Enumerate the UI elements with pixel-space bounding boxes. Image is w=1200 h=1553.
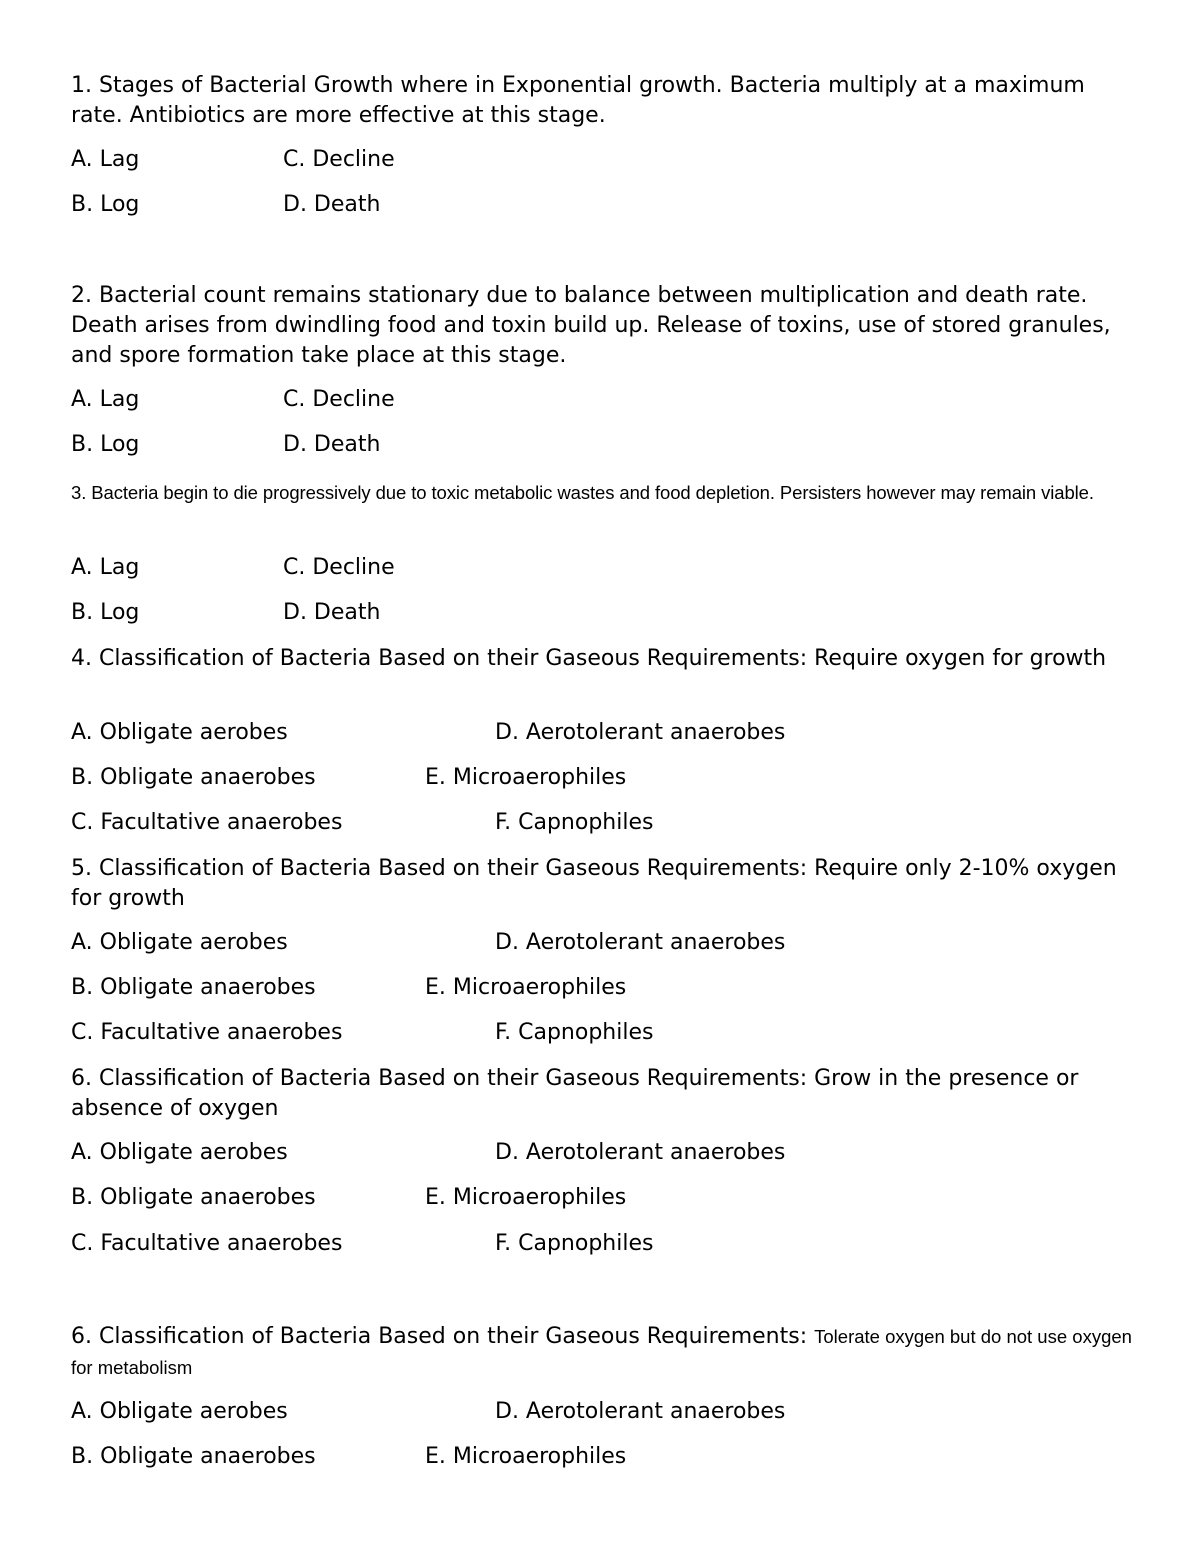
question-3-option-c: C. Decline bbox=[283, 555, 395, 580]
question-4-option-a: A. Obligate aerobes bbox=[71, 720, 288, 745]
question-4-stem: 4. Classification of Bacteria Based on their Gaseous Requirements: Require oxygen for growth bbox=[71, 646, 1107, 671]
question-1-stem: 1. Stages of Bacterial Growth where in Exponential growth. Bacteria multiply at a maximum rate. Antibiotics are more effective at this stage. bbox=[71, 73, 1085, 128]
question-7-option-a: A. Obligate aerobes bbox=[71, 1399, 288, 1424]
question-7-stem-tail: Tolerate oxygen but do not use oxygen for metabolism bbox=[71, 1326, 1132, 1378]
question-6-stem: 6. Classification of Bacteria Based on their Gaseous Requirements: Grow in the presence or absence of oxygen bbox=[71, 1066, 1079, 1121]
question-6-option-e: E. Microaerophiles bbox=[425, 1185, 627, 1210]
question-4-option-e: E. Microaerophiles bbox=[425, 765, 627, 790]
question-2-option-a: A. Lag bbox=[71, 387, 140, 412]
question-1-option-a: A. Lag bbox=[71, 147, 140, 172]
question-4-option-d: D. Aerotolerant anaerobes bbox=[495, 720, 786, 745]
question-5-option-e: E. Microaerophiles bbox=[425, 975, 627, 1000]
question-7-option-e: E. Microaerophiles bbox=[425, 1444, 627, 1469]
question-4-option-c: C. Facultative anaerobes bbox=[71, 810, 343, 835]
question-2-option-c: C. Decline bbox=[283, 387, 395, 412]
question-7-option-b: B. Obligate anaerobes bbox=[71, 1444, 316, 1469]
question-7-stem bbox=[71, 1321, 1141, 1383]
question-1-option-b: B. Log bbox=[71, 192, 140, 217]
question-6-option-f: F. Capnophiles bbox=[495, 1231, 654, 1256]
question-5-option-b: B. Obligate anaerobes bbox=[71, 975, 316, 1000]
question-3-option-b: B. Log bbox=[71, 600, 140, 625]
question-2-option-b: B. Log bbox=[71, 432, 140, 457]
question-7-option-d: D. Aerotolerant anaerobes bbox=[495, 1399, 786, 1424]
question-2-option-d: D. Death bbox=[283, 432, 381, 457]
question-2-stem: 2. Bacterial count remains stationary due to balance between multiplication and death rate. Death arises from dwindling food and toxin build up. Release of toxins, use of stored granules, and spore formation take place at this stage. bbox=[71, 283, 1111, 368]
question-4-option-b: B. Obligate anaerobes bbox=[71, 765, 316, 790]
question-3-option-d: D. Death bbox=[283, 600, 381, 625]
question-3-option-a: A. Lag bbox=[71, 555, 140, 580]
question-6-option-b: B. Obligate anaerobes bbox=[71, 1185, 316, 1210]
question-7-stem-main: 6. Classification of Bacteria Based on their Gaseous Requirements: bbox=[71, 1324, 815, 1349]
question-6-option-c: C. Facultative anaerobes bbox=[71, 1231, 343, 1256]
question-1-option-c: C. Decline bbox=[283, 147, 395, 172]
question-1-option-d: D. Death bbox=[283, 192, 381, 217]
question-5-option-d: D. Aerotolerant anaerobes bbox=[495, 930, 786, 955]
question-5-stem: 5. Classification of Bacteria Based on their Gaseous Requirements: Require only 2-10% oxygen for growth bbox=[71, 856, 1117, 911]
question-5-option-a: A. Obligate aerobes bbox=[71, 930, 288, 955]
question-5-option-f: F. Capnophiles bbox=[495, 1020, 654, 1045]
question-6-option-d: D. Aerotolerant anaerobes bbox=[495, 1140, 786, 1165]
question-4-option-f: F. Capnophiles bbox=[495, 810, 654, 835]
question-3-stem: 3. Bacteria begin to die progressively due to toxic metabolic wastes and food depletion. Persisters however may remain viable. bbox=[71, 482, 1094, 503]
question-5-option-c: C. Facultative anaerobes bbox=[71, 1020, 343, 1045]
question-6-option-a: A. Obligate aerobes bbox=[71, 1140, 288, 1165]
